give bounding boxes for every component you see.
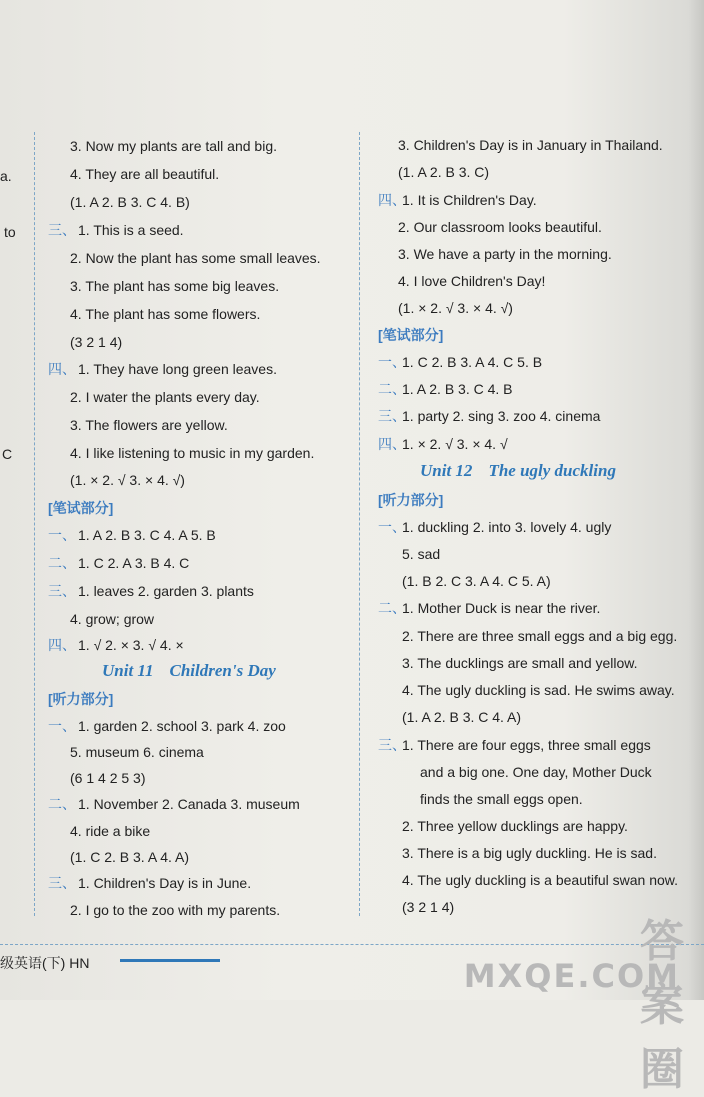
- answer-line: 1. They have long green leaves.: [78, 361, 277, 377]
- answer-line: 1. It is Children's Day.: [402, 192, 537, 208]
- answer-line: finds the small eggs open.: [420, 791, 583, 807]
- answer-line: 4. grow; grow: [70, 611, 155, 627]
- section-heading: [听力部分]: [48, 691, 114, 707]
- footer-label: 级英语(下) HN: [0, 955, 90, 971]
- answer-line: 1. duckling 2. into 3. lovely 4. ugly: [402, 519, 612, 535]
- section-marker: 三、: [48, 583, 76, 599]
- answer-line: 2. I water the plants every day.: [70, 389, 260, 405]
- section-marker: 四、: [48, 637, 76, 653]
- center-divider: [359, 132, 360, 916]
- section-heading: [笔试部分]: [48, 500, 114, 516]
- left-divider: [34, 132, 35, 916]
- unit-number: Unit 11: [102, 661, 154, 680]
- section-marker: 三、: [378, 408, 406, 424]
- answer-line: 2. Now the plant has some small leaves.: [70, 250, 321, 266]
- answer-line: 3. There is a big ugly duckling. He is sad.: [402, 845, 657, 861]
- answer-line: 2. Our classroom looks beautiful.: [398, 219, 602, 235]
- edge-fragment: to: [4, 224, 16, 240]
- answer-line: and a big one. One day, Mother Duck: [420, 764, 652, 780]
- section-marker: 二、: [378, 381, 406, 397]
- section-marker: 四、: [378, 436, 406, 452]
- unit-heading: [102, 662, 276, 680]
- answer-line: 1. √ 2. × 3. √ 4. ×: [78, 637, 184, 653]
- section-marker: 三、: [48, 875, 76, 891]
- answer-line: 3. The plant has some big leaves.: [70, 278, 280, 294]
- watermark-url: MXQE.COM: [463, 957, 680, 995]
- answer-line: 1. × 2. √ 3. × 4. √: [402, 436, 508, 452]
- section-marker: 四、: [378, 192, 406, 208]
- page-shadow: [688, 0, 704, 1000]
- unit-heading: [420, 462, 616, 480]
- answer-line: (3 2 1 4): [70, 334, 123, 350]
- section-marker: 二、: [378, 600, 406, 616]
- edge-fragment: a.: [0, 168, 12, 184]
- answer-line: (1. A 2. B 3. C 4. B): [70, 194, 190, 210]
- answer-line: 3. Now my plants are tall and big.: [70, 138, 277, 154]
- answer-line: 4. The plant has some flowers.: [70, 306, 261, 322]
- answer-line: 1. This is a seed.: [78, 222, 184, 238]
- answer-line: 1. There are four eggs, three small eggs: [402, 737, 651, 753]
- answer-line: 3. Children's Day is in January in Thailand.: [398, 137, 663, 153]
- answer-line: 2. There are three small eggs and a big egg.: [402, 628, 678, 644]
- footer-divider: [0, 944, 704, 945]
- answer-line: 1. C 2. B 3. A 4. C 5. B: [402, 354, 543, 370]
- answer-line: 3. The flowers are yellow.: [70, 417, 228, 433]
- footer-accent-bar: [120, 959, 220, 962]
- section-marker: 一、: [378, 354, 406, 370]
- section-marker: 四、: [48, 361, 76, 377]
- section-marker: 一、: [378, 519, 406, 535]
- answer-line: 1. Mother Duck is near the river.: [402, 600, 601, 616]
- watermark-logo-text: 答案圈: [640, 916, 686, 1095]
- section-marker: 一、: [48, 527, 76, 543]
- answer-line: 1. November 2. Canada 3. museum: [78, 796, 300, 812]
- answer-line: 5. sad: [402, 546, 441, 562]
- section-marker: 三、: [378, 737, 406, 753]
- answer-line: 1. party 2. sing 3. zoo 4. cinema: [402, 408, 601, 424]
- edge-fragment: C: [2, 446, 13, 462]
- answer-line: (3 2 1 4): [402, 899, 455, 915]
- answer-line: (1. B 2. C 3. A 4. C 5. A): [402, 573, 551, 589]
- answer-line: 1. Children's Day is in June.: [78, 875, 252, 891]
- answer-line: 3. The ducklings are small and yellow.: [402, 655, 638, 671]
- answer-line: 2. Three yellow ducklings are happy.: [402, 818, 628, 834]
- answer-line: (1. × 2. √ 3. × 4. √): [70, 472, 185, 488]
- answer-line: (1. C 2. B 3. A 4. A): [70, 849, 190, 865]
- section-marker: 二、: [48, 796, 76, 812]
- unit-number: Unit 12: [420, 461, 473, 480]
- answer-line: 4. The ugly duckling is a beautiful swan now.: [402, 872, 679, 888]
- answer-line: 5. museum 6. cinema: [70, 744, 204, 760]
- unit-title: Children's Day: [169, 661, 276, 680]
- answer-line: 1. garden 2. school 3. park 4. zoo: [78, 718, 286, 734]
- answer-line: 4. ride a bike: [70, 823, 151, 839]
- section-heading: [笔试部分]: [378, 327, 444, 343]
- answer-line: 1. A 2. B 3. C 4. B: [402, 381, 513, 397]
- answer-line: (6 1 4 2 5 3): [70, 770, 146, 786]
- answer-line: (1. × 2. √ 3. × 4. √): [398, 300, 513, 316]
- answer-line: 4. The ugly duckling is sad. He swims away.: [402, 682, 675, 698]
- answer-line: 1. C 2. A 3. B 4. C: [78, 555, 190, 571]
- section-marker: 三、: [48, 222, 76, 238]
- section-marker: 二、: [48, 555, 76, 571]
- section-heading: [听力部分]: [378, 492, 444, 508]
- answer-line: 2. I go to the zoo with my parents.: [70, 902, 281, 918]
- answer-line: (1. A 2. B 3. C): [398, 164, 490, 180]
- answer-line: 3. We have a party in the morning.: [398, 246, 612, 262]
- answer-line: 1. leaves 2. garden 3. plants: [78, 583, 254, 599]
- section-marker: 一、: [48, 718, 76, 734]
- answer-line: 4. They are all beautiful.: [70, 166, 220, 182]
- answer-line: 1. A 2. B 3. C 4. A 5. B: [78, 527, 216, 543]
- unit-title: The ugly duckling: [488, 461, 616, 480]
- answer-line: 4. I love Children's Day!: [398, 273, 546, 289]
- answer-line: (1. A 2. B 3. C 4. A): [402, 709, 522, 725]
- answer-line: 4. I like listening to music in my garden.: [70, 445, 315, 461]
